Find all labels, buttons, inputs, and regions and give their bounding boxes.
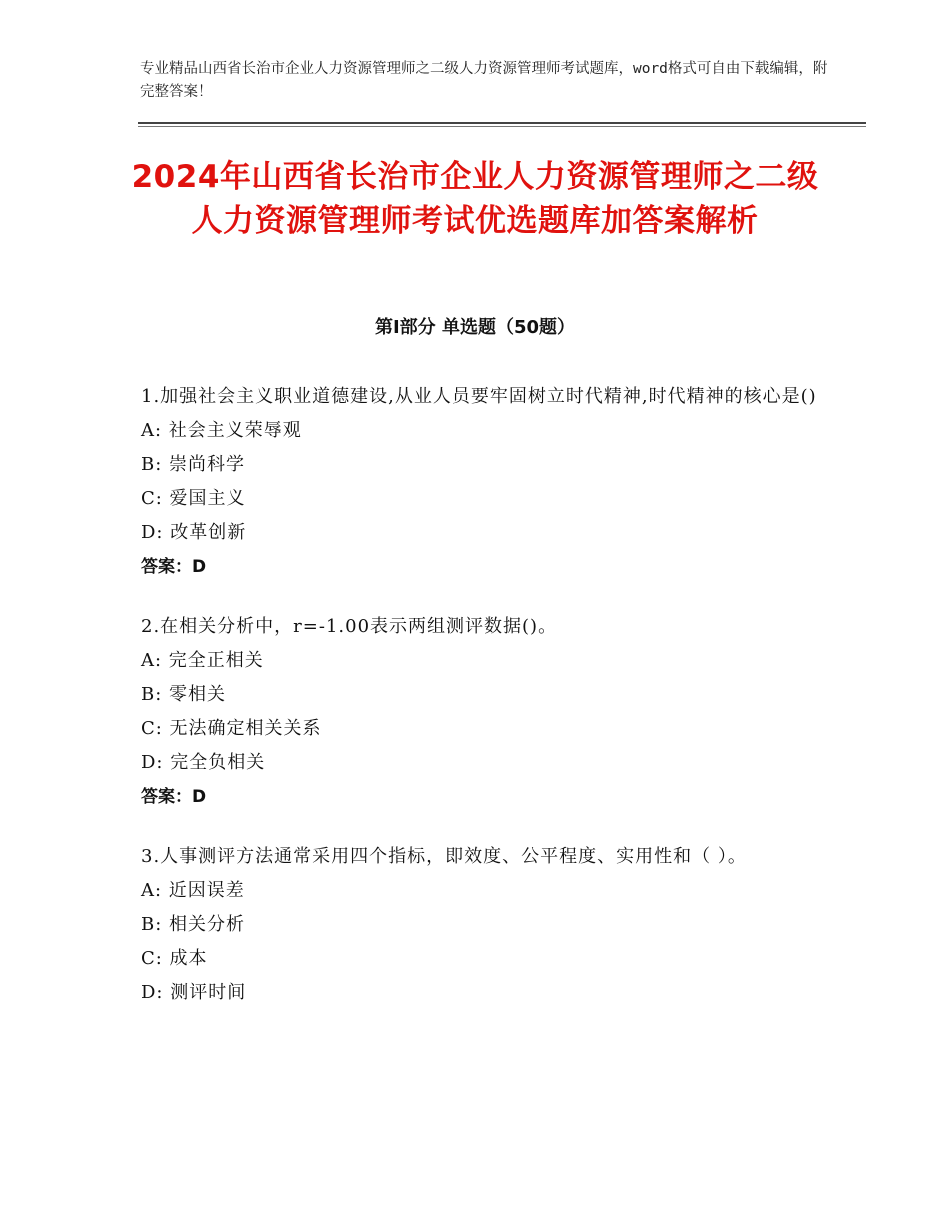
option-c: C: 无法确定相关关系 [141,718,322,739]
question-2 [141,610,821,814]
section-title: 第Ⅰ部分 单选题（50题） [374,317,575,338]
question-3 [141,840,821,1010]
option-a: A: 完全正相关 [141,650,264,671]
question-stem: 1.加强社会主义职业道德建设,从业人员要牢固树立时代精神,时代精神的核心是() [141,386,817,407]
header-divider-thin [138,126,866,127]
question-list [141,380,821,1036]
option-b: B: 相关分析 [141,914,246,935]
header-note: 专业精品山西省长治市企业人力资源管理师之二级人力资源管理师考试题库，word格式可自由下载编辑，附完整答案！ [140,61,828,100]
document-title: 2024年山西省长治市企业人力资源管理师之二级人力资源管理师考试优选题库加答案解析 [131,159,819,239]
option-c: C: 爱国主义 [141,488,246,509]
option-b: B: 零相关 [141,684,227,705]
option-d: D: 改革创新 [141,522,247,543]
option-b: B: 崇尚科学 [141,454,246,475]
question-stem: 2.在相关分析中，r=-1.00表示两组测评数据()。 [141,616,558,637]
answer: 答案：D [141,557,207,577]
option-c: C: 成本 [141,948,208,969]
answer: 答案：D [141,787,207,807]
option-d: D: 测评时间 [141,982,247,1003]
option-d: D: 完全负相关 [141,752,266,773]
option-a: A: 近因误差 [141,880,245,901]
question-1 [141,380,821,584]
option-a: A: 社会主义荣辱观 [141,420,302,441]
header-divider-thick [138,122,866,124]
question-stem: 3.人事测评方法通常采用四个指标，即效度、公平程度、实用性和（ ）。 [141,846,747,867]
